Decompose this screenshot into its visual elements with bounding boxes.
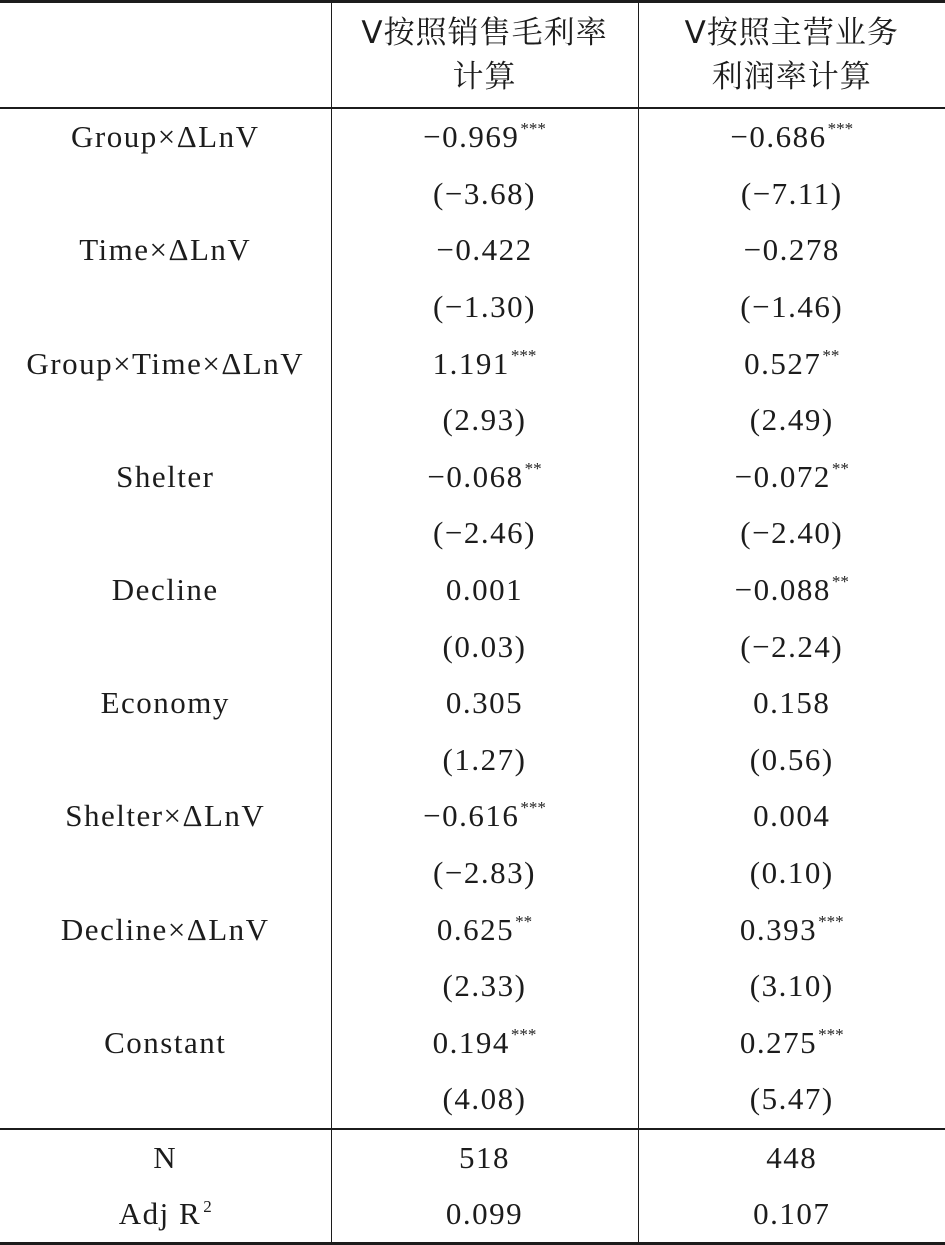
variable-label: Decline [0, 562, 331, 619]
significance-stars: ** [822, 346, 839, 365]
t-statistic-col1: (−2.46) [331, 505, 638, 562]
t-statistic-row [0, 1071, 945, 1129]
t-statistic-row [0, 279, 945, 336]
significance-stars: ** [515, 912, 532, 931]
table-body [0, 2, 945, 109]
significance-stars: *** [520, 798, 546, 817]
significance-stars: *** [511, 346, 537, 365]
coefficient-cell-col1 [331, 675, 638, 732]
coefficient-cell-col1 [331, 562, 638, 619]
header-col1-line1: V按照销售毛利率 [332, 11, 638, 55]
coefficient-cell-col2 [638, 1015, 945, 1072]
coefficient-value: 0.194 [433, 1025, 510, 1060]
empty-label-cell [0, 392, 331, 449]
coefficient-cell-col1 [331, 222, 638, 279]
coefficient-cell-col2 [638, 108, 945, 166]
t-statistic-row [0, 732, 945, 789]
empty-label-cell [0, 1071, 331, 1129]
coefficient-value: 0.001 [446, 572, 523, 607]
coefficient-value: 0.527 [744, 346, 821, 381]
coefficient-value: 0.305 [446, 685, 523, 720]
coefficient-value: −0.686 [730, 119, 826, 154]
coefficient-value: −0.969 [423, 119, 519, 154]
empty-label-cell [0, 845, 331, 902]
coefficient-value: 0.158 [753, 685, 830, 720]
significance-stars: *** [818, 912, 844, 931]
t-statistic-row [0, 958, 945, 1015]
coefficient-row [0, 901, 945, 958]
t-statistic-col2: (−2.24) [638, 618, 945, 675]
coefficient-cell-col2 [638, 222, 945, 279]
coefficient-cell-col1 [331, 788, 638, 845]
coefficient-value: 0.625 [437, 912, 514, 947]
coefficient-row [0, 335, 945, 392]
coefficient-cell-col2 [638, 901, 945, 958]
coefficient-row [0, 788, 945, 845]
coefficient-cell-col1 [331, 335, 638, 392]
t-statistic-row [0, 392, 945, 449]
t-statistic-row [0, 618, 945, 675]
significance-stars: *** [511, 1025, 537, 1044]
n-value-col2: 448 [638, 1129, 945, 1186]
coefficient-row [0, 108, 945, 166]
coefficient-cell-col1 [331, 108, 638, 166]
t-statistic-col1: (2.33) [331, 958, 638, 1015]
coefficient-value: 0.275 [740, 1025, 817, 1060]
variable-label: Group×Time×ΔLnV [0, 335, 331, 392]
coefficient-cell-col2 [638, 788, 945, 845]
n-value-col1: 518 [331, 1129, 638, 1186]
table-footer [0, 1129, 945, 1244]
t-statistic-col2: (5.47) [638, 1071, 945, 1129]
header-col2-line1: V按照主营业务 [639, 11, 945, 55]
coefficient-value: −0.072 [735, 459, 831, 494]
t-statistic-col1: (4.08) [331, 1071, 638, 1129]
coefficient-row [0, 449, 945, 506]
coefficient-value: −0.088 [735, 572, 831, 607]
t-statistic-col2: (3.10) [638, 958, 945, 1015]
adj-r2-label-cell [0, 1186, 331, 1244]
header-row [0, 2, 945, 109]
t-statistic-row [0, 505, 945, 562]
significance-stars: ** [525, 459, 542, 478]
significance-stars: ** [832, 459, 849, 478]
empty-label-cell [0, 618, 331, 675]
t-statistic-row [0, 166, 945, 223]
coefficient-cell-col1 [331, 449, 638, 506]
t-statistic-col2: (2.49) [638, 392, 945, 449]
header-col2-line2: 利润率计算 [639, 55, 945, 99]
t-statistic-col1: (−1.30) [331, 279, 638, 336]
variable-label: Time×ΔLnV [0, 222, 331, 279]
n-row [0, 1129, 945, 1186]
coefficient-cell-col2 [638, 562, 945, 619]
variable-label: Shelter [0, 449, 331, 506]
adj-r2-row [0, 1186, 945, 1244]
coefficient-cell-col1 [331, 901, 638, 958]
coefficient-value: 0.393 [740, 912, 817, 947]
t-statistic-col2: (−1.46) [638, 279, 945, 336]
t-statistic-col1: (−3.68) [331, 166, 638, 223]
n-label: N [0, 1129, 331, 1186]
t-statistic-col2: (0.10) [638, 845, 945, 902]
t-statistic-col2: (0.56) [638, 732, 945, 789]
coefficient-value: 1.191 [433, 346, 510, 381]
coefficient-value: 0.004 [753, 798, 830, 833]
coefficient-row [0, 222, 945, 279]
coefficient-cell-col2 [638, 449, 945, 506]
header-col-operating-margin [638, 2, 945, 109]
header-col1-line2: 计算 [332, 55, 638, 99]
t-statistic-col1: (0.03) [331, 618, 638, 675]
coefficient-cell-col1 [331, 1015, 638, 1072]
coefficient-row [0, 675, 945, 732]
coefficient-value: −0.068 [427, 459, 523, 494]
adj-r2-value-col2: 0.107 [638, 1186, 945, 1244]
adj-r2-value-col1: 0.099 [331, 1186, 638, 1244]
significance-stars: ** [832, 572, 849, 591]
variable-label: Economy [0, 675, 331, 732]
t-statistic-col2: (−2.40) [638, 505, 945, 562]
t-statistic-col2: (−7.11) [638, 166, 945, 223]
coefficient-value: −0.616 [423, 798, 519, 833]
significance-stars: *** [520, 119, 546, 138]
variable-label: Constant [0, 1015, 331, 1072]
coefficient-value: −0.278 [744, 232, 840, 267]
coefficient-cell-col2 [638, 335, 945, 392]
coefficient-rows [0, 108, 945, 1129]
coefficient-row [0, 1015, 945, 1072]
empty-label-cell [0, 958, 331, 1015]
significance-stars: *** [818, 1025, 844, 1044]
empty-label-cell [0, 732, 331, 789]
empty-label-cell [0, 166, 331, 223]
empty-label-cell [0, 505, 331, 562]
header-col-gross-margin [331, 2, 638, 109]
t-statistic-col1: (2.93) [331, 392, 638, 449]
t-statistic-col1: (1.27) [331, 732, 638, 789]
t-statistic-col1: (−2.83) [331, 845, 638, 902]
variable-label: Group×ΔLnV [0, 108, 331, 166]
variable-label: Shelter×ΔLnV [0, 788, 331, 845]
adj-r2-superscript: 2 [203, 1197, 212, 1216]
adj-r2-label: Adj R [119, 1196, 201, 1231]
coefficient-row [0, 562, 945, 619]
header-variable-cell [0, 2, 331, 109]
empty-label-cell [0, 279, 331, 336]
variable-label: Decline×ΔLnV [0, 901, 331, 958]
coefficient-value: −0.422 [436, 232, 532, 267]
t-statistic-row [0, 845, 945, 902]
coefficient-cell-col2 [638, 675, 945, 732]
significance-stars: *** [828, 119, 854, 138]
